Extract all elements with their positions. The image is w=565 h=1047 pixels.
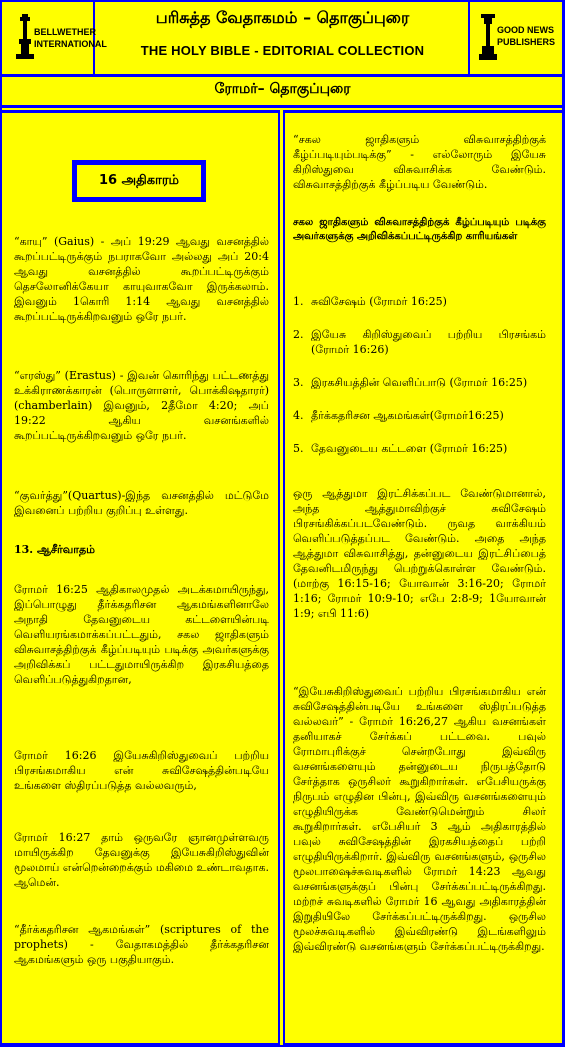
good-news-logo [477, 12, 556, 66]
right-heading-things-revealed: சகல ஜாதிகளும் விசுவாசத்திற்குக் கீழ்ப்படியும் படிக்கு அவர்களுக்கு அறிவிக்கப்பட்டிருக்கிற காரியங்கள் [293, 217, 546, 242]
header-divider [0, 74, 565, 77]
column-divider-light [280, 110, 283, 1045]
bellwether-logo [14, 12, 107, 66]
right-paragraph-all-nations: “சகல ஜாதிகளும் விசுவாசத்திற்குக் கீழ்ப்படியும்படிக்கு” - எல்லோரும் இயேசு கிறிஸ்துவை விசுவாசிக்க வேண்டும். விசுவாசத்திற்குக் கீழ்ப்படிய வேண்டும். [293, 133, 546, 191]
list-item-number: 2. [293, 328, 304, 341]
logo-right-border [468, 0, 470, 75]
frame-top [0, 0, 565, 2]
list-item-text: தேவனுடைய கட்டளை (ரோமர் 16:25) [311, 442, 508, 455]
left-paragraph-romans-16-26: ரோமர் 16:26 இயேசுகிறிஸ்துவைப் பற்றிய பிரசங்கமாகிய என் சுவிசேஷத்தின்படியே உங்களை ஸ்திரப்படுத்த வல்லவரும், [14, 749, 269, 792]
list-item [293, 441, 546, 456]
list-item-number: 1. [293, 295, 304, 308]
list-item [293, 294, 546, 309]
chapter-title: 16 அதிகாரம் [75, 163, 203, 199]
title-tamil: பரிசுத்த வேதாகமம் – தொகுப்புரை [155, 8, 410, 27]
left-paragraph-erastus: “எரஸ்து” (Erastus) - இவன் கொரிந்து பட்டணத்து உக்கிராணக்காரன் (பொருளாளர், பொக்கிஷதாரர்) (chamberlain) இவனும், 2தீமோ 4:20; அப் 19:22 ஆகிய வசனங்களில் கூறப்பட்டிருக்கிறவனும் ஒரே நபர். [14, 369, 269, 442]
right-paragraph-salvation: ஒரு ஆத்துமா இரட்சிக்கப்பட வேண்டுமானால், அந்த ஆத்துமாவிற்குச் சுவிசேஷம் பிரசங்கிக்கப்படவேண்டும். ருவத வாக்கியம் வெளிப்படுத்தப்பட வேண்டும். அதை அந்த ஆத்துமா விசுவாசித்து, தன்னுடைய இரட்சிப்பைத் தேவனிடமிருந்து பெற்றுக்கொள்ள வேண்டும்.(மாற்கு 16:15-16; யோவான் 3:16-20; ரோமர் 1:16; ரோமர் 10:9-10; எபே 2:8-9; 1யோவான் 1:9; எபி 11:6) [293, 487, 546, 620]
title-english: THE HOLY BIBLE - EDITORIAL COLLECTION [140, 43, 425, 58]
left-paragraph-romans-16-25: ரோமர் 16:25 ஆதிகாலமுதல் அடக்கமாயிருந்து, இப்பொழுது தீர்க்கதரிசன ஆகமங்களினாலே அநாதி தேவனுடைய கட்டளையின்படி வெளியரங்கமாக்கப்பட்டதும், சகல ஜாதிகளும் விசுவாசத்திற்குக் கீழ்ப்படியும் படிக்கு அவர்களுக்கு அறிவிக்கப் பட்டதுமாயிருக்கிற இரகசியத்தை வெளிப்படுத்துகிறதான, [14, 583, 269, 686]
frame-left [0, 0, 2, 1047]
list-item-text: இரகசியத்தின் வெளிப்பாடு (ரோமர் 16:25) [311, 376, 528, 389]
list-item [293, 327, 546, 357]
left-paragraph-quartus: “குவர்த்து”(Quartus)-இந்த வசனத்தில் மட்டுமே இவனைப் பற்றிய குறிப்பு உள்ளது. [14, 489, 269, 517]
good-news-emblem-icon [477, 14, 499, 62]
right-revealed-list [293, 294, 546, 456]
list-item-text: தீர்க்கதரிசன ஆகமங்கள்(ரோமர்16:25) [311, 409, 504, 422]
left-paragraph-gaius: “காயு” (Gaius) - அப் 19:29 ஆவது வசனத்தில் கூறப்பட்டிருக்கும் நபராகவோ அல்லது அப் 20:4 ஆவது வசனத்தில் கூறப்பட்டிருக்கும் தெசலோனிக்கேயா காயுவாகவோ இருக்கலாம். இவனும் 1கொரி 1:14 ஆவது வசனத்தில் கூறப்பட்டிருக்கிறவனும் ஒரே நபர். [14, 235, 269, 323]
list-item-text: இயேசு கிறிஸ்துவைப் பற்றிய பிரசங்கம் (ரோமர் 16:26) [311, 328, 546, 356]
list-item-number: 3. [293, 376, 304, 389]
logo-right-line1: GOOD NEWS [497, 25, 555, 35]
left-paragraph-romans-16-27: ரோமர் 16:27 தாம் ஒருவரே ஞானமுள்ளவரு மாயிருக்கிற தேவனுக்கு இயேசுகிறிஸ்துவின் மூலமாய் என்றென்றைக்கும் மகிமை உண்டாவதாக. ஆமென். [14, 831, 269, 889]
list-item-number: 4. [293, 409, 304, 422]
right-paragraph-romans-16-26-27: “இயேசுகிறிஸ்துவைப் பற்றிய பிரசங்கமாகிய என் சுவிசேஷத்தின்படியே உங்களை ஸ்திரப்படுத்த வல்லவர்” - ரோமர் 16:26,27 ஆகிய வசனங்கள் தனியாகச் சேர்க்கப் பட்டவை. பவுல் ரோமாபுரிக்குச் சென்றபோது இவ்விரு வசனங்களையும் தன்னுடைய நிருபத்தோடு சேர்த்தாக ஒருசிலர் கூறுகிறார்கள். எபேசியருக்கு நிருபம் எழுதின பின்பு, இவ்விரு வசனங்களையும் எழுதியிருக்க வேண்டுமென்றும் சிலர் கூறுகிறார்கள். எபேசியர் 3 ஆம் அதிகாரத்தில் பவுல் சுவிசேஷத்தின் இரகசியத்தைப் பற்றி எழுதியிருக்கிறார். இவ்விரு வசனங்களும், ஒருசில மூலபாஷைச்சுவடிகளில் ரோமர் 14:23 ஆவது வசனங்களுக்குப் பின்பு சேர்க்கப்பட்டிருக்கிறது. மற்றச் சுவடிகளில் ரோமர் 16 ஆவது அதிகாரத்தின் இறுதியிலே சேர்க்கப்பட்டிருக்கிறது. ஒருசில மூலச்சுவடிகளில் இவ்விரண்டு இடங்களிலும் இவ்விரண்டு வசனங்களும் சேர்க்கப்பட்டிருக்கிறது. [293, 685, 546, 953]
logo-left-line1: BELLWETHER [34, 27, 96, 37]
list-item [293, 408, 546, 423]
logo-right-line2: PUBLISHERS [497, 37, 556, 47]
list-item [293, 375, 546, 390]
chapter-box [72, 160, 206, 202]
logo-left-line2: INTERNATIONAL [34, 39, 107, 49]
bellwether-emblem-icon [14, 14, 36, 62]
list-item-number: 5. [293, 442, 304, 455]
list-item-text: சுவிசேஷம் (ரோமர் 16:25) [311, 295, 447, 308]
left-paragraph-scriptures-of-prophets: “தீர்க்கதரிசன ஆகமங்கள்” (scriptures of the prophets) - வேதாகமத்தில் தீர்க்கதரிசன ஆகமங்களும் ஒரு பகுதியாகும். [14, 923, 269, 966]
left-heading-blessing: 13. ஆசீர்வாதம் [14, 543, 96, 556]
subtitle: ரோமர்– தொகுப்புரை [214, 81, 351, 97]
subtitle-divider [0, 105, 565, 108]
